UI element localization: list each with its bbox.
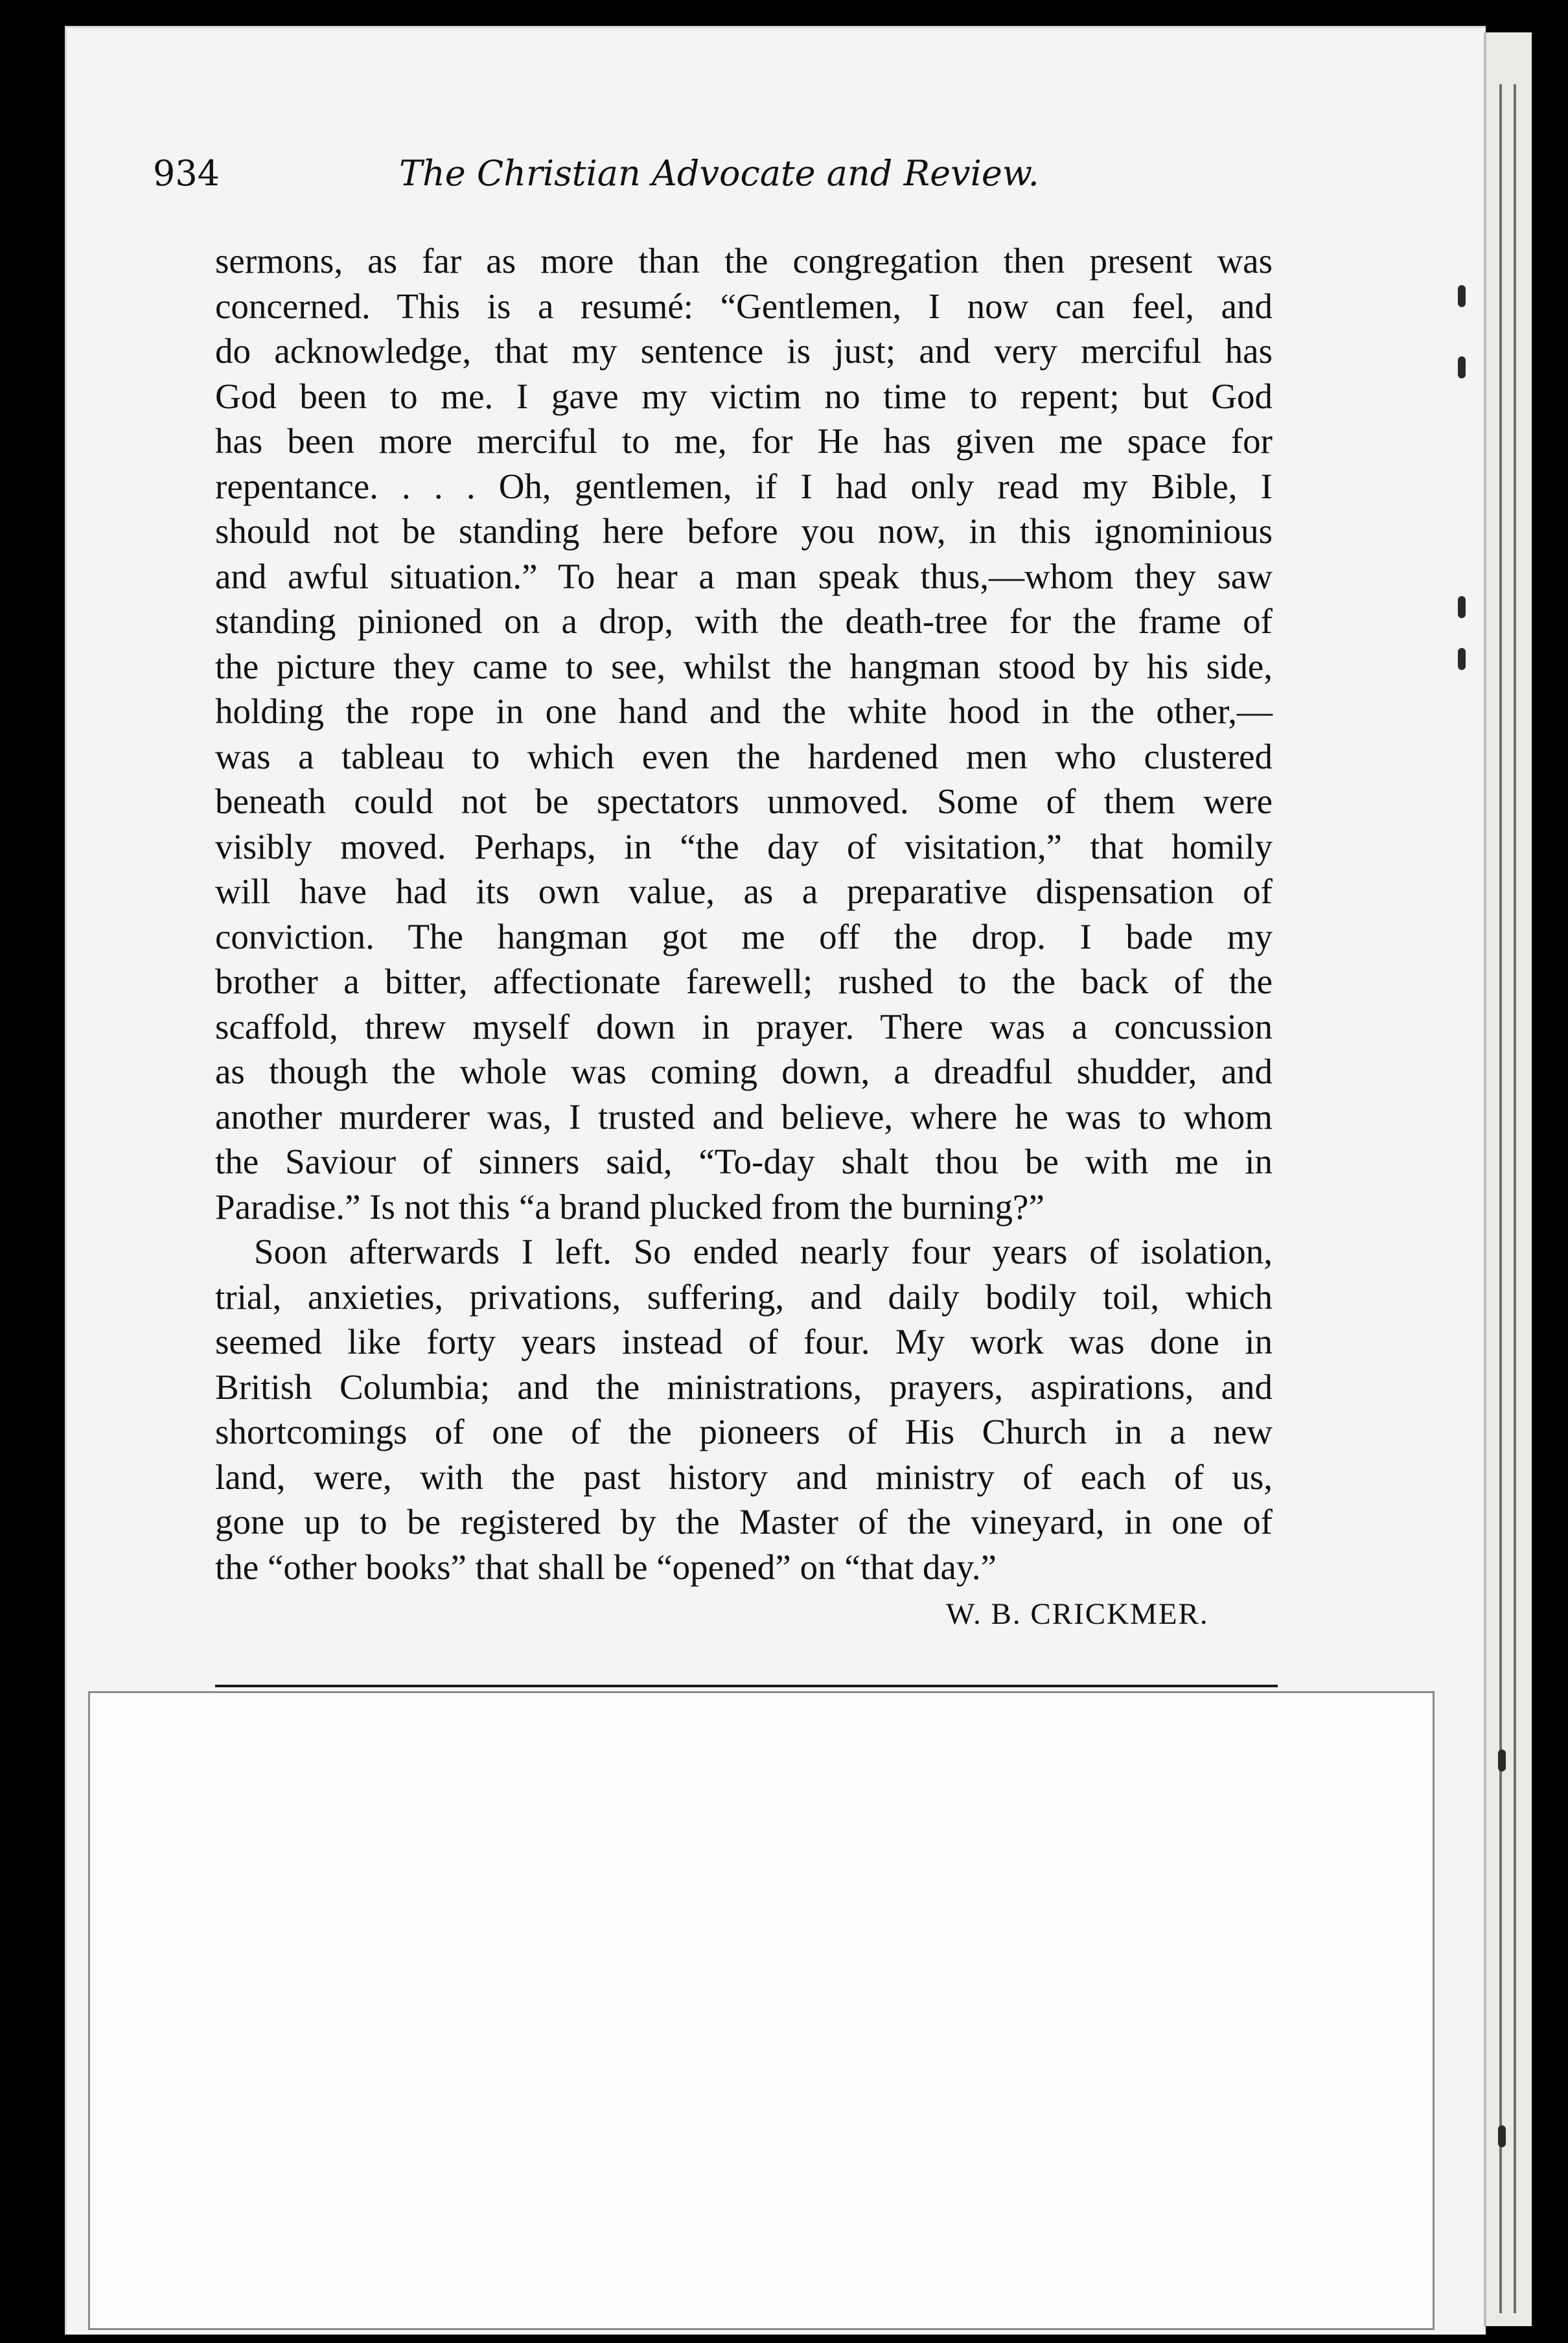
text-line: beneath could not be spectators unmoved. Some of them were xyxy=(215,781,1273,821)
text-line: another murderer was, I trusted and believe, where he was to whom xyxy=(215,1096,1273,1137)
text-line: land, were, with the past history and ministry of each of us, xyxy=(215,1457,1273,1497)
text-line: do acknowledge, that my sentence is just; and very merciful has xyxy=(215,331,1273,371)
text-line: standing pinioned on a drop, with the death-tree for the frame of xyxy=(215,601,1273,641)
text-line: the picture they came to see, whilst the hangman stood by his side, xyxy=(215,646,1273,686)
text-line: was a tableau to which even the hardened men who clustered xyxy=(215,736,1273,776)
author-signature: W. B. CRICKMER. xyxy=(946,1597,1209,1631)
text-line: will have had its own value, as a preparative dispensation of xyxy=(215,871,1273,911)
text-line: concerned. This is a resumé: “Gentlemen, I now can feel, and xyxy=(215,286,1273,326)
text-line: and awful situation.” To hear a man speak thus,—whom they saw xyxy=(215,556,1273,596)
page-number: 934 xyxy=(153,153,220,194)
text-line: has been more merciful to me, for He has given me space for xyxy=(215,421,1273,461)
page-edge-line xyxy=(1514,84,1516,2313)
text-line: trial, anxieties, privations, suffering, and daily bodily toil, which xyxy=(215,1276,1273,1317)
text-line: should not be standing here before you now, in this ignominious xyxy=(215,511,1273,551)
pasted-paper-slip xyxy=(88,1691,1435,2330)
text-line: brother a bitter, affectionate farewell; rushed to the back of the xyxy=(215,962,1273,1001)
text-line: God been to me. I gave my victim no time to repent; but God xyxy=(215,376,1273,416)
binding-mark xyxy=(1458,285,1466,307)
section-rule xyxy=(215,1685,1278,1687)
binding-mark xyxy=(1498,1749,1506,1772)
binding-mark xyxy=(1458,648,1466,670)
page-edge-stack xyxy=(1484,32,1532,2326)
text-line: the “other books” that shall be “opened” on “that day.” xyxy=(215,1547,997,1587)
binding-mark xyxy=(1498,2125,1506,2147)
binding-mark xyxy=(1458,356,1466,378)
text-line: the Saviour of sinners said, “To-day shalt thou be with me in xyxy=(215,1142,1273,1181)
running-head xyxy=(153,153,1083,211)
text-line: Paradise.” Is not this “a brand plucked from the burning?” xyxy=(215,1186,1044,1227)
journal-title: The Christian Advocate and Review. xyxy=(399,153,1039,194)
text-line: seemed like forty years instead of four. My work was done in xyxy=(215,1322,1273,1361)
text-line: Soon afterwards I left. So ended nearly four years of isolation, xyxy=(254,1232,1273,1271)
text-line: gone up to be registered by the Master of the vineyard, in one of xyxy=(215,1502,1273,1541)
page-edge-line xyxy=(1499,84,1502,2313)
text-line: shortcomings of one of the pioneers of His Church in a new xyxy=(215,1412,1273,1451)
text-line: British Columbia; and the ministrations, prayers, aspirations, and xyxy=(215,1367,1273,1407)
text-line: holding the rope in one hand and the white hood in the other,— xyxy=(215,691,1273,731)
text-line: as though the whole was coming down, a dreadful shudder, and xyxy=(215,1052,1273,1091)
binding-mark xyxy=(1458,596,1466,618)
text-line: conviction. The hangman got me off the drop. I bade my xyxy=(215,916,1273,956)
text-line: visibly moved. Perhaps, in “the day of visitation,” that homily xyxy=(215,826,1273,866)
article-body xyxy=(215,238,1273,1589)
text-line: scaffold, threw myself down in prayer. There was a concussion xyxy=(215,1006,1273,1046)
text-line: sermons, as far as more than the congregation then present was xyxy=(215,241,1273,281)
text-line: repentance. . . . Oh, gentlemen, if I had only read my Bible, I xyxy=(215,466,1273,506)
